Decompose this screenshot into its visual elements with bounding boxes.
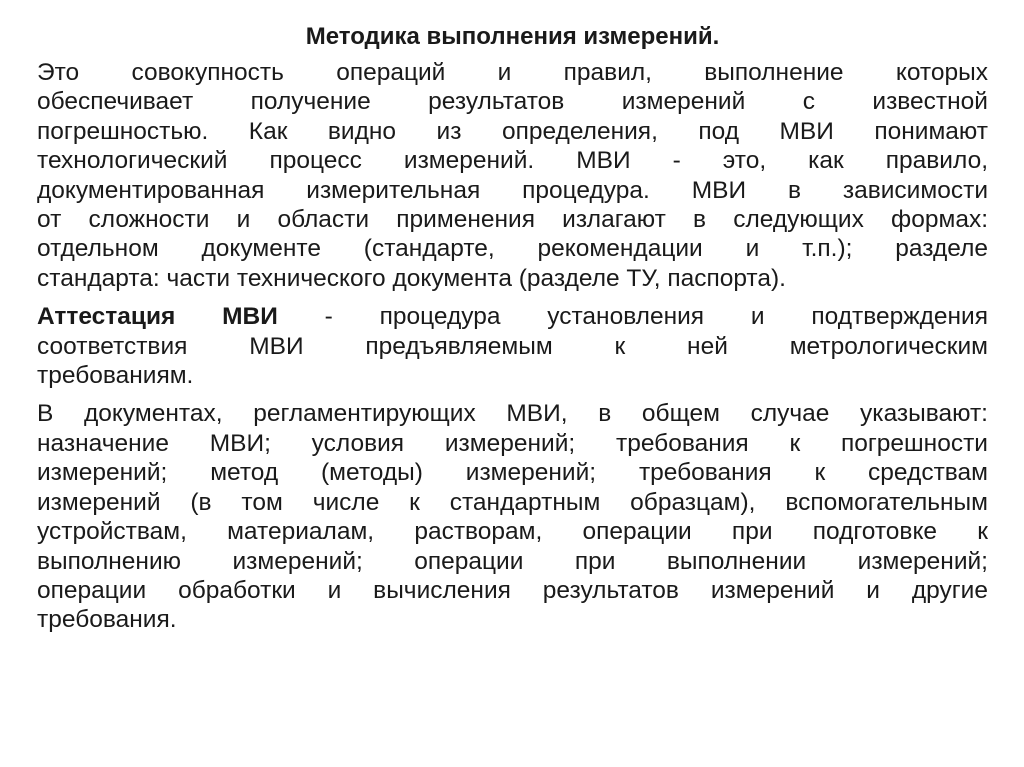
text-line: Это совокупность операций и правил, выполнение которых — [37, 59, 988, 86]
text-line: требования. — [37, 606, 177, 634]
text-line — [37, 302, 988, 331]
text-line: от сложности и области применения излагают в следующих формах: — [37, 206, 988, 234]
term-attestation: Аттестация МВИ — [37, 303, 278, 331]
text-line: В документах, регламентирующих МВИ, в общем случае указывают: — [37, 400, 988, 428]
text-line: измерений; метод (методы) измерений; требования к средствам — [37, 459, 988, 487]
text-line: соответствия МВИ предъявляемым к ней метрологическим — [37, 332, 988, 360]
text-line: устройствам, материалам, растворам, операции при подготовке к — [37, 518, 988, 546]
paragraph-documents — [37, 399, 988, 634]
text-fragment: - процедура установления и подтверждения — [277, 303, 988, 331]
text-line: требованиям. — [37, 362, 194, 390]
text-line: измерений (в том числе к стандартным образцам), вспомогательным — [37, 488, 988, 516]
page-title: Методика выполнения измерений. — [305, 23, 720, 50]
text-line: назначение МВИ; условия измерений; требования к погрешности — [37, 429, 988, 457]
text-line: отдельном документе (стандарте, рекомендации и т.п.); разделе — [37, 235, 988, 263]
text-line: операции обработки и вычисления результатов измерений и другие — [37, 576, 988, 604]
slide-content — [37, 22, 988, 644]
paragraph-definition — [37, 58, 988, 293]
paragraph-attestation — [37, 302, 988, 390]
text-line: технологический процесс измерений. МВИ - это, как правило, — [37, 147, 988, 175]
text-line: выполнению измерений; операции при выполнении измерений; — [37, 547, 988, 575]
text-line: стандарта: части технического документа (разделе ТУ, паспорта). — [37, 264, 786, 292]
text-line: погрешностью. Как видно из определения, под МВИ понимают — [37, 117, 988, 145]
text-line: документированная измерительная процедура. МВИ в зависимости — [37, 176, 988, 204]
text-line: обеспечивает получение результатов измерений с известной — [37, 88, 988, 116]
